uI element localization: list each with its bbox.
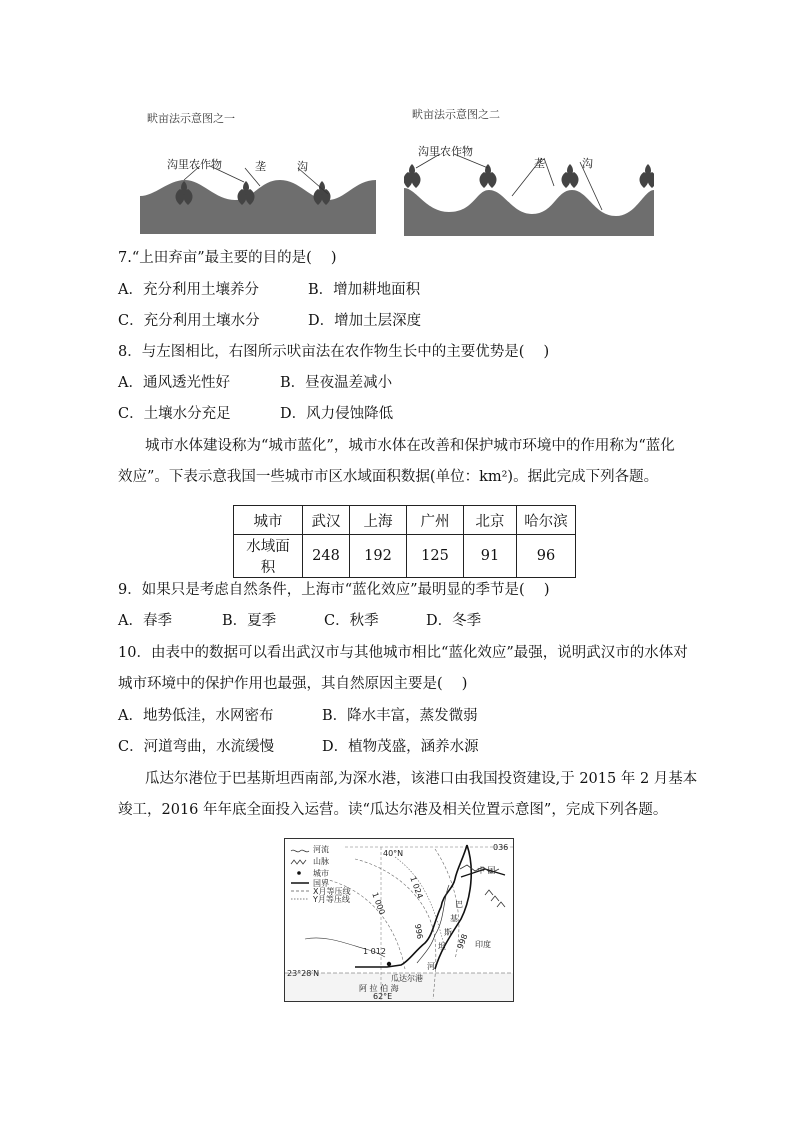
q9-option-d: D．冬季 (426, 613, 482, 629)
passage-2-line-2: 效应”。下表示意我国一些城市市区水域面积数据(单位：km²)。据此完成下列各题。 (118, 469, 659, 485)
legend-isobar-y: Y月等压线 (313, 895, 350, 904)
table-value: 192 (350, 535, 407, 578)
passage-3-line-2: 竣工，2016 年年底全面投入运营。读“瓜达尔港及相关位置示意图”，完成下列各题。 (118, 802, 668, 818)
china-label: 中 国 (477, 866, 496, 875)
q7-option-d: D．增加土层深度 (308, 313, 422, 329)
isobar-1012-label: 1 012 (363, 947, 386, 956)
fig2-label-ditch: 沟 (582, 157, 593, 170)
fig1-label-ridge: 垄 (255, 160, 266, 173)
fig1-label-ditch: 沟 (297, 160, 308, 173)
figure1-title: 畎亩法示意图之一 (147, 112, 235, 125)
isobar-1024-label: 1 024 (408, 875, 425, 900)
q7-option-c: C．充分利用土壤水分 (118, 313, 260, 329)
isobar-998-label: 998 (455, 932, 470, 951)
q9-option-c: C．秋季 (324, 613, 379, 629)
legend-border: 国界 (313, 879, 329, 888)
table-row (234, 535, 576, 578)
q10-option-d: D．植物茂盛，涵养水源 (322, 739, 479, 755)
isobar-996-label: 996 (412, 923, 425, 940)
q10-option-b: B．降水丰富，蒸发微弱 (322, 708, 478, 724)
table-city: 哈尔滨 (517, 506, 576, 535)
passage-2-line-1: 城市水体建设称为“城市蓝化”，城市水体在改善和保护城市环境中的作用称为“蓝化 (145, 438, 675, 454)
table-city: 上海 (350, 506, 407, 535)
legend-isobar-x: X月等压线 (313, 887, 351, 896)
lat-2328n-label: 23°28′N (287, 969, 320, 978)
gwadar-location-map (284, 838, 514, 1002)
table-city: 广州 (407, 506, 464, 535)
table-header-label: 城市 (234, 506, 303, 535)
arabian-sea-label: 阿 拉 伯 海 (359, 984, 399, 993)
pakistan-label-2: 基 (450, 914, 458, 923)
fig1-label-crops: 沟里农作物 (167, 158, 222, 171)
india-label: 印度 (475, 940, 491, 949)
gwadar-label: 瓜达尔港 (391, 974, 423, 983)
q8-option-d: D．风力侵蚀降低 (280, 406, 394, 422)
legend-mountain: 山脉 (313, 857, 329, 866)
question-9-stem: 9．如果只是考虑自然条件，上海市“蓝化效应”最明显的季节是( ) (118, 582, 550, 598)
isobar-1000-label: 1 000 (370, 891, 387, 916)
legend-river: 河流 (313, 845, 329, 854)
figure2-title: 畎亩法示意图之二 (412, 108, 500, 121)
pakistan-label-1: 巴 (455, 900, 463, 909)
table-value: 125 (407, 535, 464, 578)
q8-option-c: C．土壤水分充足 (118, 406, 231, 422)
q9-option-a: A．春季 (118, 613, 172, 629)
q7-option-a: A．充分利用土壤养分 (118, 282, 259, 298)
pakistan-label-3: 斯 (444, 928, 452, 937)
q7-option-b: B．增加耕地面积 (308, 282, 421, 298)
fig2-label-crops: 沟里农作物 (418, 145, 473, 158)
q10-option-c: C．河道弯曲，水流缓慢 (118, 739, 275, 755)
question-7-stem: 7.“上田弃亩”最主要的目的是( ) (118, 250, 337, 266)
isobar-036-label: 036 (493, 843, 509, 852)
table-value: 96 (517, 535, 576, 578)
fig2-label-ridge: 垄 (534, 157, 545, 170)
lat-40n-label: 40°N (383, 849, 404, 858)
pakistan-label-4: 坦 (438, 942, 446, 951)
question-8-stem: 8．与左图相比，右图所示吠亩法在农作物生长中的主要优势是( ) (118, 344, 550, 360)
water-area-table (233, 505, 576, 578)
q8-option-a: A．通风透光性好 (118, 375, 230, 391)
lon-62e-label: 62°E (373, 992, 393, 1001)
table-city: 北京 (464, 506, 517, 535)
q9-option-b: B．夏季 (222, 613, 277, 629)
table-row-label: 水域面积 (234, 535, 303, 578)
question-10-stem-line-2: 城市环境中的保护作用也最强，其自然原因主要是( ) (118, 676, 468, 692)
legend-city: 城市 (313, 869, 329, 878)
passage-3-line-1: 瓜达尔港位于巴基斯坦西南部,为深水港，该港口由我国投资建设,于 2015 年 2 月基本 (145, 771, 698, 787)
table-value: 91 (464, 535, 517, 578)
he-label: 河 (427, 962, 435, 971)
table-header-row (234, 506, 576, 535)
table-value: 248 (303, 535, 350, 578)
table-city: 武汉 (303, 506, 350, 535)
q10-option-a: A．地势低洼，水网密布 (118, 708, 274, 724)
question-10-stem-line-1: 10．由表中的数据可以看出武汉市与其他城市相比“蓝化效应”最强，说明武汉市的水体对 (118, 645, 688, 661)
q8-option-b: B．昼夜温差减小 (280, 375, 393, 391)
